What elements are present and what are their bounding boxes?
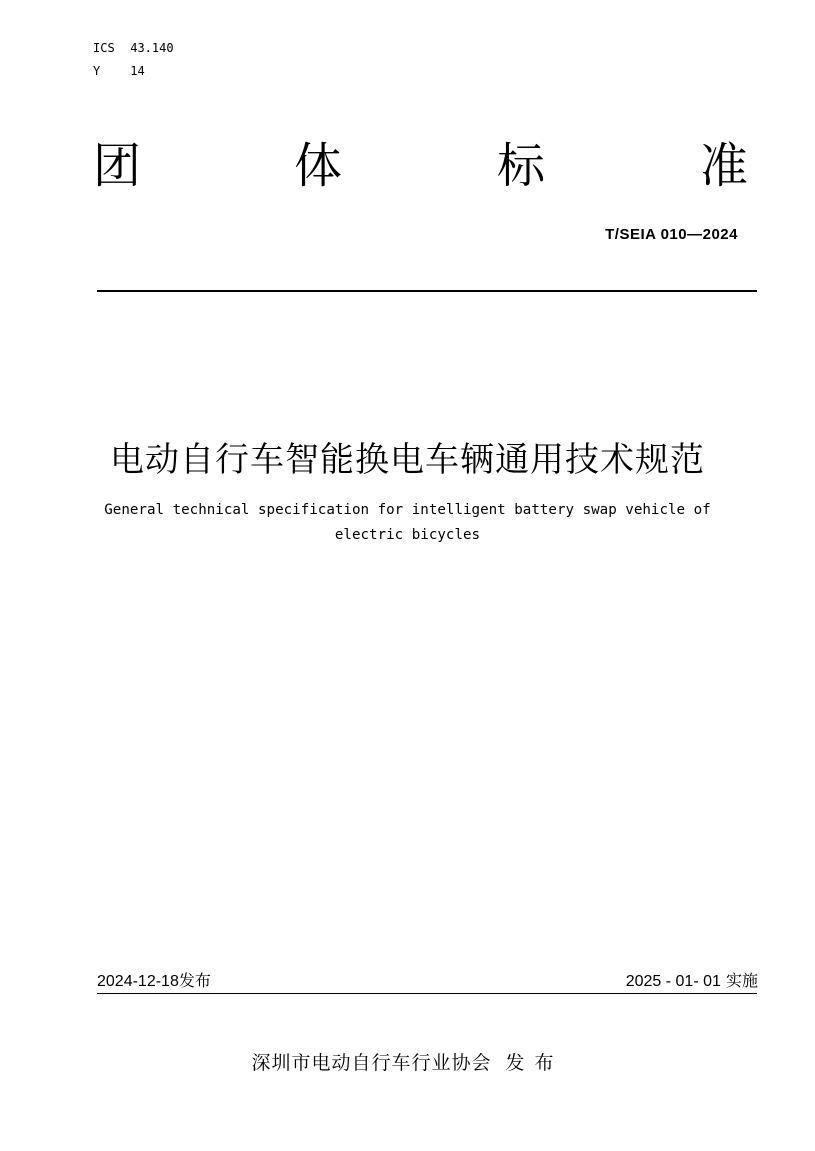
issue-label: 发布 (178, 971, 211, 990)
ccs-classification (93, 64, 145, 78)
ics-value: 43.140 (130, 41, 174, 55)
document-title-chinese: 电动自行车智能换电车辆通用技术规范 (110, 440, 705, 480)
implementation-date-block (626, 971, 758, 992)
document-title-english: General technical specification for intelligent battery swap vehicle of electric bicycles (104, 502, 711, 543)
implementation-label: 实施 (725, 971, 758, 990)
ccs-label: Y (93, 64, 101, 78)
issue-date: 2024-12-18 (97, 973, 179, 990)
ics-classification (93, 41, 174, 55)
top-divider (97, 290, 757, 292)
standard-type-char-2: 体 (294, 138, 343, 194)
standard-type-char-4: 准 (700, 138, 749, 194)
implementation-date: 2025 - 01- 01 (625, 973, 721, 990)
issue-date-block (97, 971, 211, 992)
standard-type-char-1: 团 (93, 138, 142, 194)
ccs-value: 14 (130, 64, 145, 78)
ics-label: ICS (93, 41, 115, 55)
standard-type-char-3: 标 (497, 138, 546, 194)
publisher-action: 发布 (505, 1052, 564, 1074)
bottom-divider (97, 993, 757, 994)
publisher-organization: 深圳市电动自行车行业协会 (251, 1052, 492, 1074)
standard-number: T/SEIA 010—2024 (605, 226, 738, 243)
publisher-line (0, 1051, 815, 1075)
